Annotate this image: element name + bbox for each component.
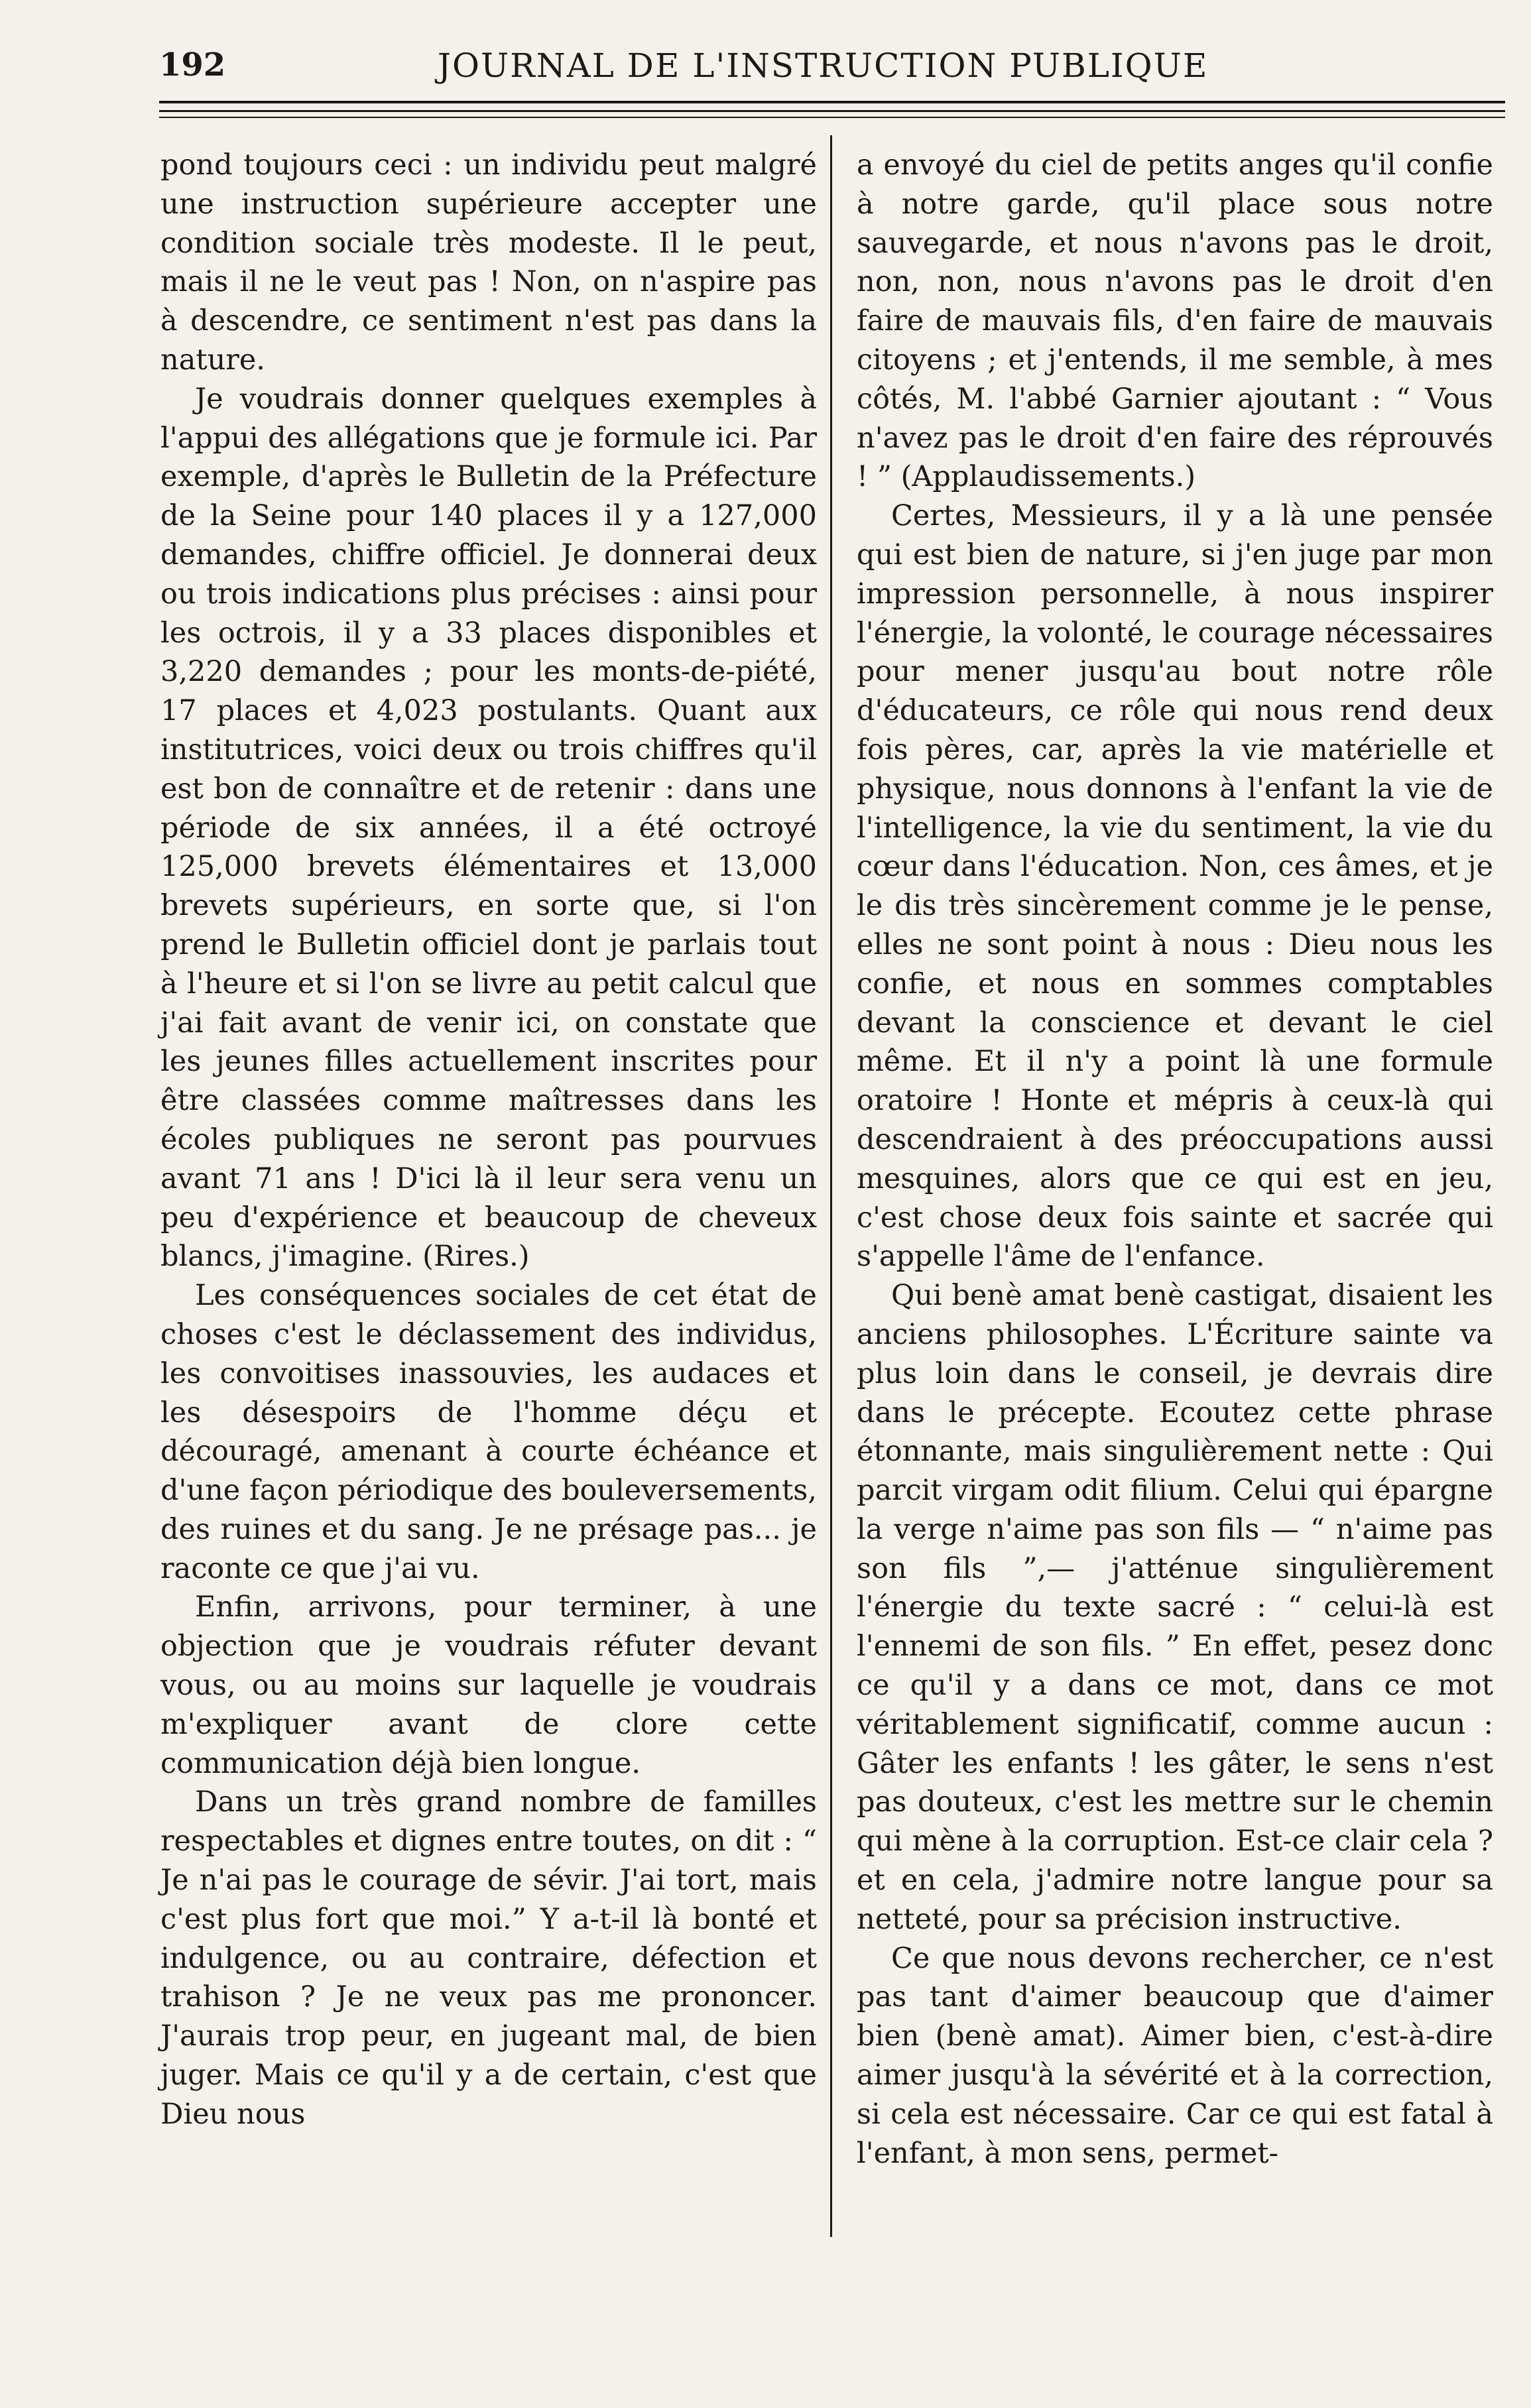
page-header xyxy=(159,41,1247,94)
running-title: JOURNAL DE L'INSTRUCTION PUBLIQUE xyxy=(438,46,1209,85)
header-rule xyxy=(159,117,1505,118)
paragraph: Je voudrais donner quelques exemples à l'appui des allégations que je formule ici. Par exemple, d'après le Bulletin de la Préfecture de la Seine pour 140 places il y a 127,000 demandes, chiffre officiel. Je donnerai deux ou trois indications plus précises : ainsi pour les octrois, il y a 33 places disponibles et 3,220 demandes ; pour les monts-de-piété, 17 places et 4,023 postulants. Quant aux institutrices, voici deux ou trois chiffres qu'il est bon de connaître et de retenir : dans une période de six années, il a été octroyé 125,000 brevets élémentaires et 13,000 brevets supérieurs, en sorte que, si l'on prend le Bulletin officiel dont je parlais tout à l'heure et si l'on se livre au petit calcul que j'ai fait avant de venir ici, on constate que les jeunes filles actuellement inscrites pour être classées comme maîtresses dans les écoles publiques ne seront pas pourvues avant 71 ans ! D'ici là il leur sera venu un peu d'expérience et beaucoup de cheveux blancs, j'imagine. (Rires.) xyxy=(160,382,817,1274)
right-column xyxy=(857,146,1493,2173)
paragraph: Qui benè amat benè castigat, disaient les anciens philosophes. L'Écriture sainte va plus loin dans le conseil, je devrais dire dans le précepte. Ecoutez cette phrase étonnante, mais singulièrement nette : Qui parcit virgam odit filium. Celui qui épargne la verge n'aime pas son fils — “ n'aime pas son fils ”,— j'atténue singulièrement l'énergie du texte sacré : “ celui-là est l'ennemi de son fils. ” En effet, pesez donc ce qu'il y a dans ce mot, dans ce mot véritablement significatif, comme aucun : Gâter les enfants ! les gâter, le sens n'est pas douteux, c'est les mettre sur le chemin qui mène à la corruption. Est-ce clair cela ? et en cela, j'admire notre langue pour sa netteté, pour sa précision instructive. xyxy=(857,1279,1493,1936)
header-rule xyxy=(159,110,1505,112)
paragraph: a envoyé du ciel de petits anges qu'il confie à notre garde, qu'il place sous notre sauvegarde, et nous n'avons pas le droit, non, non, nous n'avons pas le droit d'en faire de mauvais fils, d'en faire de mauvais citoyens ; et j'entends, il me semble, à mes côtés, M. l'abbé Garnier ajoutant : “ Vous n'avez pas le droit d'en faire des réprouvés ! ” (Applaudissements.) xyxy=(857,149,1493,494)
paragraph: Les conséquences sociales de cet état de choses c'est le déclassement des individus, les convoitises inassouvies, les audaces et les désespoirs de l'homme déçu et découragé, amenant à courte échéance et d'une façon périodique des bouleversements, des ruines et du sang. Je ne présage pas... je raconte ce que j'ai vu. xyxy=(160,1279,817,1585)
header-rule xyxy=(159,101,1505,103)
paragraph: Enfin, arrivons, pour terminer, à une objection que je voudrais réfuter devant vous, ou au moins sur laquelle je voudrais m'expliquer avant de clore cette communication déjà bien longue. xyxy=(160,1591,817,1780)
left-column xyxy=(160,146,817,2134)
column-divider xyxy=(830,135,832,2237)
paragraph: pond toujours ceci : un individu peut malgré une instruction supérieure accepter une condition sociale très modeste. Il le peut, mais il ne le veut pas ! Non, on n'aspire pas à descendre, ce sentiment n'est pas dans la nature. xyxy=(160,149,817,377)
paragraph: Ce que nous devons rechercher, ce n'est pas tant d'aimer beaucoup que d'aimer bien (benè amat). Aimer bien, c'est-à-dire aimer jusqu'à la sévérité et à la correction, si cela est nécessaire. Car ce qui est fatal à l'enfant, à mon sens, permet- xyxy=(857,1941,1493,2170)
page-number: 192 xyxy=(159,46,226,84)
paragraph: Dans un très grand nombre de familles respectables et dignes entre toutes, on dit : “ Je n'ai pas le courage de sévir. J'ai tort, mais c'est plus fort que moi.” Y a-t-il là bonté et indulgence, ou au contraire, défection et trahison ? Je ne veux pas me prononcer. J'aurais trop peur, en jugeant mal, de bien juger. Mais ce qu'il y a de certain, c'est que Dieu nous xyxy=(160,1785,817,2131)
paragraph: Certes, Messieurs, il y a là une pensée qui est bien de nature, si j'en juge par mon impression personnelle, à nous inspirer l'énergie, la volonté, le courage nécessaires pour mener jusqu'au bout notre rôle d'éducateurs, ce rôle qui nous rend deux fois pères, car, après la vie matérielle et physique, nous donnons à l'enfant la vie de l'intelligence, la vie du sentiment, la vie du cœur dans l'éducation. Non, ces âmes, et je le dis très sincèrement comme je le pense, elles ne sont point à nous : Dieu nous les confie, et nous en sommes comptables devant la conscience et devant le ciel même. Et il n'y a point là une formule oratoire ! Honte et mépris à ceux-là qui descendraient à des préoccupations aussi mesquines, alors que ce qui est en jeu, c'est chose deux fois sainte et sacrée qui s'appelle l'âme de l'enfance. xyxy=(857,499,1493,1274)
